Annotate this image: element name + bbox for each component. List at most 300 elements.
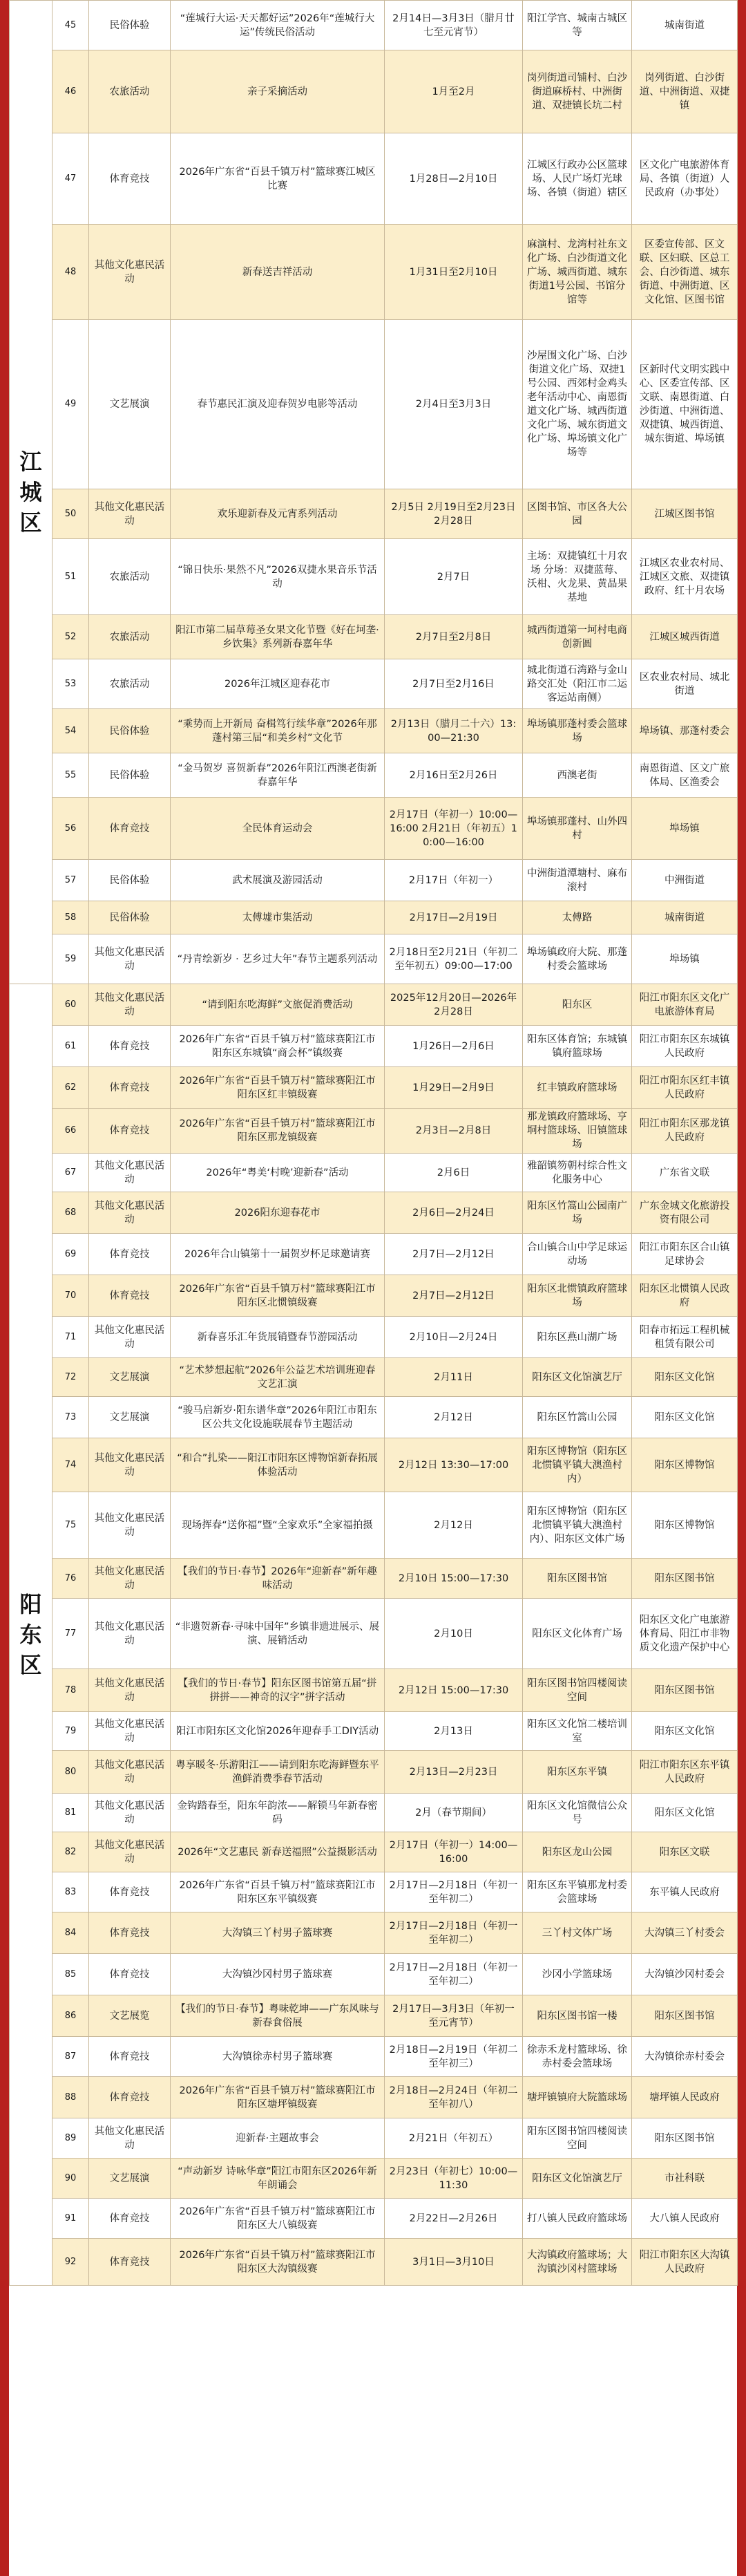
- table-row: [10, 225, 738, 320]
- row-venue: 主场：双捷镇红十月农场 分场：双捷蓝莓、沃柑、火龙果、黄晶果基地: [523, 539, 632, 615]
- row-number: 67: [52, 1154, 89, 1192]
- row-organizer: 区新时代文明实践中心、区委宣传部、区文联、南恩街道、白沙街道、中洲街道、双捷镇、城西街道、城东街道、埠场镇: [632, 320, 738, 489]
- row-venue: 阳东区: [523, 984, 632, 1026]
- table-row: [10, 1154, 738, 1192]
- row-activity-name: “锦日快乐·果然不凡”2026双捷水果音乐节活动: [171, 539, 385, 615]
- row-date: 1月31日至2月10日: [385, 225, 523, 320]
- row-number: 83: [52, 1872, 89, 1912]
- row-date: 2月11日: [385, 1358, 523, 1397]
- row-category: 体育竞技: [89, 2239, 171, 2286]
- row-category: 其他文化惠民活动: [89, 1559, 171, 1599]
- row-venue: 阳东区博物馆（阳东区北惯镇平镇大澳渔村内）: [523, 1438, 632, 1492]
- table-row: [10, 1712, 738, 1751]
- row-venue: 阳东区体育馆；东城镇镇府篮球场: [523, 1026, 632, 1067]
- row-activity-name: 2026年“文艺惠民 新春送福照”公益摄影活动: [171, 1832, 385, 1872]
- row-category: 其他文化惠民活动: [89, 225, 171, 320]
- row-venue: 阳东区东平镇那龙村委会篮球场: [523, 1872, 632, 1912]
- row-organizer: 大沟镇三丫村委会: [632, 1912, 738, 1954]
- row-date: 2月7日—2月12日: [385, 1275, 523, 1317]
- row-category: 农旅活动: [89, 659, 171, 709]
- row-date: 1月26日—2月6日: [385, 1026, 523, 1067]
- row-category: 其他文化惠民活动: [89, 489, 171, 539]
- row-category: 其他文化惠民活动: [89, 1192, 171, 1234]
- row-venue: 那龙镇政府篮球场、亨垌村篮球场、旧镇篮球场: [523, 1109, 632, 1154]
- row-date: 2025年12月20日—2026年2月28日: [385, 984, 523, 1026]
- row-venue: 阳东区北惯镇政府篮球场: [523, 1275, 632, 1317]
- row-number: 79: [52, 1712, 89, 1751]
- table-row: [10, 1872, 738, 1912]
- row-organizer: 阳江市阳东区大沟镇人民政府: [632, 2239, 738, 2286]
- row-category: 其他文化惠民活动: [89, 1317, 171, 1358]
- row-date: 1月至2月: [385, 50, 523, 133]
- row-number: 53: [52, 659, 89, 709]
- row-activity-name: 2026年广东省“百县千镇万村”篮球赛阳江市阳东区红丰镇级赛: [171, 1067, 385, 1109]
- row-organizer: 阳江市阳东区那龙镇人民政府: [632, 1109, 738, 1154]
- row-venue: 埠场镇政府大院、那蓬村委会篮球场: [523, 934, 632, 984]
- row-organizer: 阳东区文联: [632, 1832, 738, 1872]
- row-venue: 阳东区竹篙山公园: [523, 1397, 632, 1438]
- row-organizer: 阳江市阳东区红丰镇人民政府: [632, 1067, 738, 1109]
- row-activity-name: “丹青绘新岁 · 艺乡过大年”春节主题系列活动: [171, 934, 385, 984]
- row-category: 体育竞技: [89, 1912, 171, 1954]
- row-organizer: 广东省文联: [632, 1154, 738, 1192]
- row-number: 66: [52, 1109, 89, 1154]
- row-activity-name: “艺术梦想起航”2026年公益艺术培训班迎春文艺汇演: [171, 1358, 385, 1397]
- table-row: [10, 1317, 738, 1358]
- row-date: 2月18日—2月24日（年初二至年初八）: [385, 2077, 523, 2118]
- row-number: 57: [52, 860, 89, 901]
- row-number: 89: [52, 2118, 89, 2159]
- row-date: 2月14日—3月3日（腊月廿七至元宵节）: [385, 1, 523, 50]
- row-date: 2月4日至3月3日: [385, 320, 523, 489]
- row-organizer: 阳东区文化馆: [632, 1358, 738, 1397]
- row-venue: 合山镇合山中学足球运动场: [523, 1234, 632, 1275]
- row-date: 2月17日（年初一）10:00—16:00 2月21日（年初五）10:00—16:00: [385, 798, 523, 860]
- row-number: 74: [52, 1438, 89, 1492]
- row-organizer: 区文化广电旅游体育局、各镇（街道）人民政府（办事处）: [632, 133, 738, 225]
- row-venue: 阳东区图书馆四楼阅读空间: [523, 2118, 632, 2159]
- row-category: 体育竞技: [89, 1954, 171, 1995]
- row-venue: 城北街道石湾路与金山路交汇处（阳江市二运客运站南侧）: [523, 659, 632, 709]
- row-number: 49: [52, 320, 89, 489]
- row-activity-name: 2026年广东省“百县千镇万村”篮球赛江城区比赛: [171, 133, 385, 225]
- row-organizer: 阳东区博物馆: [632, 1492, 738, 1559]
- row-organizer: 阳东区图书馆: [632, 1559, 738, 1599]
- row-organizer: 阳江市阳东区东平镇人民政府: [632, 1751, 738, 1794]
- row-number: 72: [52, 1358, 89, 1397]
- row-venue: 埠场镇那蓬村委会篮球场: [523, 709, 632, 753]
- row-activity-name: “声动新岁 诗咏华章”阳江市阳东区2026年新年朗诵会: [171, 2159, 385, 2199]
- row-category: 其他文化惠民活动: [89, 984, 171, 1026]
- row-organizer: 城南街道: [632, 1, 738, 50]
- row-activity-name: 2026阳东迎春花市: [171, 1192, 385, 1234]
- row-number: 90: [52, 2159, 89, 2199]
- row-date: 2月22日—2月26日: [385, 2199, 523, 2239]
- row-organizer: 大八镇人民政府: [632, 2199, 738, 2239]
- row-category: 体育竞技: [89, 1109, 171, 1154]
- row-number: 59: [52, 934, 89, 984]
- table-row: [10, 1067, 738, 1109]
- row-venue: 阳东区竹篙山公园南广场: [523, 1192, 632, 1234]
- row-number: 62: [52, 1067, 89, 1109]
- row-organizer: 埠场镇: [632, 798, 738, 860]
- row-date: 2月13日（腊月二十六）13:00—21:30: [385, 709, 523, 753]
- row-venue: 埠场镇那蓬村、山外四村: [523, 798, 632, 860]
- row-venue: 中洲街道潭塘村、麻布滚村: [523, 860, 632, 901]
- row-category: 文艺展演: [89, 1397, 171, 1438]
- row-category: 其他文化惠民活动: [89, 1154, 171, 1192]
- row-activity-name: 2026年广东省“百县千镇万村”篮球赛阳江市阳东区北惯镇级赛: [171, 1275, 385, 1317]
- row-category: 文艺展演: [89, 320, 171, 489]
- row-activity-name: “骏马启新岁·阳东谱华章”2026年阳江市阳东区公共文化设施联展春节主题活动: [171, 1397, 385, 1438]
- row-venue: 阳东区龙山公园: [523, 1832, 632, 1872]
- table-row: [10, 753, 738, 798]
- row-category: 其他文化惠民活动: [89, 2118, 171, 2159]
- row-category: 体育竞技: [89, 1872, 171, 1912]
- row-number: 85: [52, 1954, 89, 1995]
- district-cell: [10, 1, 52, 984]
- row-date: 2月7日至2月8日: [385, 615, 523, 659]
- row-number: 54: [52, 709, 89, 753]
- row-venue: 区图书馆、市区各大公园: [523, 489, 632, 539]
- row-number: 71: [52, 1317, 89, 1358]
- row-organizer: 阳东区文化馆: [632, 1794, 738, 1832]
- row-venue: 阳东区图书馆一楼: [523, 1995, 632, 2037]
- activity-table: [9, 0, 738, 2286]
- district-name: 阳东区: [19, 1591, 42, 1678]
- row-activity-name: 2026年广东省“百县千镇万村”篮球赛阳江市阳东区东城镇“商会杯”镇级赛: [171, 1026, 385, 1067]
- table-row: [10, 1599, 738, 1669]
- row-number: 87: [52, 2037, 89, 2077]
- row-organizer: 阳江市阳东区合山镇足球协会: [632, 1234, 738, 1275]
- table-row: [10, 1954, 738, 1995]
- row-organizer: 阳东区图书馆: [632, 2118, 738, 2159]
- table-row: [10, 539, 738, 615]
- table-row: [10, 1794, 738, 1832]
- row-category: 体育竞技: [89, 1275, 171, 1317]
- table-row: [10, 2199, 738, 2239]
- row-category: 其他文化惠民活动: [89, 1492, 171, 1559]
- row-activity-name: 大沟镇沙冈村男子篮球赛: [171, 1954, 385, 1995]
- row-venue: 沙屋围文化广场、白沙街道文化广场、双捷1号公园、西郊村金鸡头老年活动中心、南恩街道文化广场、城西街道文化广场、城东街道文化广场、埠场镇文化广场等: [523, 320, 632, 489]
- row-organizer: 阳东区博物馆: [632, 1438, 738, 1492]
- row-number: 68: [52, 1192, 89, 1234]
- row-date: 2月23日（年初七）10:00—11:30: [385, 2159, 523, 2199]
- row-activity-name: 亲子采摘活动: [171, 50, 385, 133]
- row-category: 体育竞技: [89, 1067, 171, 1109]
- row-date: 2月13日: [385, 1712, 523, 1751]
- row-activity-name: 大沟镇三丫村男子篮球赛: [171, 1912, 385, 1954]
- row-activity-name: “请到阳东吃海鲜”文旅促消费活动: [171, 984, 385, 1026]
- row-activity-name: 2026年广东省“百县千镇万村”篮球赛阳江市阳东区东平镇级赛: [171, 1872, 385, 1912]
- row-activity-name: 现场挥春“送你福”暨“全家欢乐”全家福拍摄: [171, 1492, 385, 1559]
- row-number: 78: [52, 1669, 89, 1712]
- row-venue: 太傅路: [523, 901, 632, 934]
- table-row: [10, 1192, 738, 1234]
- row-number: 73: [52, 1397, 89, 1438]
- row-category: 农旅活动: [89, 539, 171, 615]
- row-venue: 阳东区文化体育广场: [523, 1599, 632, 1669]
- row-date: 2月6日: [385, 1154, 523, 1192]
- row-number: 80: [52, 1751, 89, 1794]
- row-number: 81: [52, 1794, 89, 1832]
- row-number: 88: [52, 2077, 89, 2118]
- row-number: 84: [52, 1912, 89, 1954]
- row-activity-name: 迎新春·主题故事会: [171, 2118, 385, 2159]
- row-activity-name: 2026年广东省“百县千镇万村”篮球赛阳江市阳东区大八镇级赛: [171, 2199, 385, 2239]
- row-category: 文艺展览: [89, 1995, 171, 2037]
- row-date: 2月7日至2月16日: [385, 659, 523, 709]
- row-venue: 阳江学宫、城南古城区等: [523, 1, 632, 50]
- table-row: [10, 2037, 738, 2077]
- row-category: 其他文化惠民活动: [89, 1832, 171, 1872]
- row-organizer: 江城区城西街道: [632, 615, 738, 659]
- table-row: [10, 2077, 738, 2118]
- row-organizer: 埠场镇、那蓬村委会: [632, 709, 738, 753]
- row-number: 47: [52, 133, 89, 225]
- row-date: 2月7日: [385, 539, 523, 615]
- row-activity-name: “和合”扎染——阳江市阳东区博物馆新春拓展体验活动: [171, 1438, 385, 1492]
- row-organizer: 岗列街道、白沙街道、中洲街道、双捷镇: [632, 50, 738, 133]
- table-row: [10, 489, 738, 539]
- row-category: 民俗体验: [89, 709, 171, 753]
- row-category: 体育竞技: [89, 2077, 171, 2118]
- row-activity-name: 2026年江城区迎春花市: [171, 659, 385, 709]
- row-activity-name: “非遗贺新春·寻味中国年”乡镇非遗进展示、展演、展销活动: [171, 1599, 385, 1669]
- table-row: [10, 1358, 738, 1397]
- row-organizer: 阳东区文化广电旅游体育局、阳江市非物质文化遗产保护中心: [632, 1599, 738, 1669]
- row-number: 58: [52, 901, 89, 934]
- table-row: [10, 1912, 738, 1954]
- row-date: 2月5日 2月19日至2月23日 2月28日: [385, 489, 523, 539]
- row-date: 1月28日—2月10日: [385, 133, 523, 225]
- row-organizer: 大沟镇沙冈村委会: [632, 1954, 738, 1995]
- table-row: [10, 133, 738, 225]
- row-date: 2月12日: [385, 1397, 523, 1438]
- row-number: 77: [52, 1599, 89, 1669]
- row-category: 其他文化惠民活动: [89, 1438, 171, 1492]
- row-date: 2月7日—2月12日: [385, 1234, 523, 1275]
- district-cell: [10, 984, 52, 2286]
- row-number: 91: [52, 2199, 89, 2239]
- row-venue: 阳东区博物馆（阳东区北惯镇平镇大澳渔村内）、阳东区文体广场: [523, 1492, 632, 1559]
- row-date: 2月13日—2月23日: [385, 1751, 523, 1794]
- row-activity-name: 【我们的节日·春节】2026年“迎新春”新年趣味活动: [171, 1559, 385, 1599]
- row-venue: 阳东区东平镇: [523, 1751, 632, 1794]
- row-organizer: 阳江市阳东区东城镇人民政府: [632, 1026, 738, 1067]
- table-row: [10, 1559, 738, 1599]
- row-activity-name: 春节惠民汇演及迎春贺岁电影等活动: [171, 320, 385, 489]
- table-row: [10, 50, 738, 133]
- district-name: 江城区: [19, 449, 42, 536]
- row-category: 体育竞技: [89, 1234, 171, 1275]
- row-organizer: 阳春市拓远工程机械租赁有限公司: [632, 1317, 738, 1358]
- table-row: [10, 709, 738, 753]
- row-venue: 三丫村文体广场: [523, 1912, 632, 1954]
- table-row: [10, 2239, 738, 2286]
- row-category: 农旅活动: [89, 615, 171, 659]
- row-activity-name: 全民体育运动会: [171, 798, 385, 860]
- row-category: 其他文化惠民活动: [89, 1669, 171, 1712]
- row-organizer: 城南街道: [632, 901, 738, 934]
- row-venue: 岗列街道司铺村、白沙街道麻桥村、中洲街道、双捷镇长坑二村: [523, 50, 632, 133]
- row-organizer: 阳江市阳东区文化广电旅游体育局: [632, 984, 738, 1026]
- row-date: 2月17日（年初一）14:00—16:00: [385, 1832, 523, 1872]
- row-date: 2月6日—2月24日: [385, 1192, 523, 1234]
- row-activity-name: 金钩踏春至，阳东年韵浓——解锁马年新春密码: [171, 1794, 385, 1832]
- row-number: 82: [52, 1832, 89, 1872]
- row-venue: 沙冈小学篮球场: [523, 1954, 632, 1995]
- row-number: 52: [52, 615, 89, 659]
- row-venue: 阳东区图书馆: [523, 1559, 632, 1599]
- row-date: 2月16日至2月26日: [385, 753, 523, 798]
- row-venue: 江城区行政办公区篮球场、人民广场灯光球场、各镇（街道）辖区: [523, 133, 632, 225]
- row-organizer: 东平镇人民政府: [632, 1872, 738, 1912]
- row-number: 86: [52, 1995, 89, 2037]
- row-number: 60: [52, 984, 89, 1026]
- table-row: [10, 901, 738, 934]
- row-category: 其他文化惠民活动: [89, 1794, 171, 1832]
- table-row: [10, 1397, 738, 1438]
- row-organizer: 阳东区文化馆: [632, 1712, 738, 1751]
- row-date: 2月17日—2月18日（年初一至年初二）: [385, 1954, 523, 1995]
- row-activity-name: 新春喜乐汇年货展销暨春节游园活动: [171, 1317, 385, 1358]
- table-row: [10, 1832, 738, 1872]
- row-category: 民俗体验: [89, 753, 171, 798]
- row-date: 2月21日（年初五）: [385, 2118, 523, 2159]
- row-organizer: 埠场镇: [632, 934, 738, 984]
- row-date: 2月18日—2月19日（年初二至年初三）: [385, 2037, 523, 2077]
- row-category: 其他文化惠民活动: [89, 1712, 171, 1751]
- row-activity-name: 2026年“粤美‘村晚’迎新春”活动: [171, 1154, 385, 1192]
- row-number: 75: [52, 1492, 89, 1559]
- row-number: 69: [52, 1234, 89, 1275]
- row-number: 56: [52, 798, 89, 860]
- row-venue: 城西街道第一坷村电商创新圆: [523, 615, 632, 659]
- table-row: [10, 1, 738, 50]
- row-number: 45: [52, 1, 89, 50]
- row-date: 2月10日: [385, 1599, 523, 1669]
- row-activity-name: 2026年广东省“百县千镇万村”篮球赛阳江市阳东区那龙镇级赛: [171, 1109, 385, 1154]
- row-number: 70: [52, 1275, 89, 1317]
- row-date: 2月17日—2月18日（年初一至年初二）: [385, 1872, 523, 1912]
- row-venue: 阳东区文化馆演艺厅: [523, 1358, 632, 1397]
- row-activity-name: 大沟镇徐赤村男子篮球赛: [171, 2037, 385, 2077]
- row-number: 76: [52, 1559, 89, 1599]
- row-activity-name: 2026年合山镇第十一届贺岁杯足球邀请赛: [171, 1234, 385, 1275]
- row-activity-name: 粤享暖冬·乐游阳江——请到阳东吃海鲜暨东平渔鲜消费季春节活动: [171, 1751, 385, 1794]
- row-category: 民俗体验: [89, 1, 171, 50]
- row-date: 2月（春节期间）: [385, 1794, 523, 1832]
- row-organizer: 南恩街道、区文广旅体局、区渔委会: [632, 753, 738, 798]
- row-activity-name: 欢乐迎新春及元宵系列活动: [171, 489, 385, 539]
- table-row: [10, 934, 738, 984]
- table-row: [10, 320, 738, 489]
- row-category: 体育竞技: [89, 2037, 171, 2077]
- row-activity-name: 太傅墟市集活动: [171, 901, 385, 934]
- row-venue: 阳东区燕山湖广场: [523, 1317, 632, 1358]
- row-venue: 阳东区文化馆微信公众号: [523, 1794, 632, 1832]
- row-number: 61: [52, 1026, 89, 1067]
- row-category: 民俗体验: [89, 901, 171, 934]
- table-row: [10, 2159, 738, 2199]
- row-venue: 徐赤禾龙村篮球场、徐赤村委会篮球场: [523, 2037, 632, 2077]
- row-venue: 大沟镇政府篮球场；大沟镇沙冈村篮球场: [523, 2239, 632, 2286]
- row-number: 55: [52, 753, 89, 798]
- row-category: 农旅活动: [89, 50, 171, 133]
- row-organizer: 阳东区图书馆: [632, 1995, 738, 2037]
- table-row: [10, 1234, 738, 1275]
- row-date: 2月12日: [385, 1492, 523, 1559]
- row-organizer: 区委宣传部、区文联、区妇联、区总工会、白沙街道、城东街道、中洲街道、区文化馆、区图书馆: [632, 225, 738, 320]
- row-category: 文艺展演: [89, 2159, 171, 2199]
- row-date: 2月17日—3月3日（年初一至元宵节）: [385, 1995, 523, 2037]
- row-organizer: 区农业农村局、城北街道: [632, 659, 738, 709]
- row-date: 2月3日—2月8日: [385, 1109, 523, 1154]
- row-organizer: 江城区农业农村局、江城区文旅、双捷镇政府、红十月农场: [632, 539, 738, 615]
- table-row: [10, 1438, 738, 1492]
- row-organizer: 阳东区图书馆: [632, 1669, 738, 1712]
- row-venue: 阳东区图书馆四楼阅读空间: [523, 1669, 632, 1712]
- row-category: 其他文化惠民活动: [89, 1599, 171, 1669]
- row-date: 2月17日（年初一）: [385, 860, 523, 901]
- row-category: 体育竞技: [89, 133, 171, 225]
- row-activity-name: 【我们的节日·春节】粤味乾坤——广东风味与新春食俗展: [171, 1995, 385, 2037]
- row-organizer: 大沟镇徐赤村委会: [632, 2037, 738, 2077]
- row-venue: 打八镇人民政府篮球场: [523, 2199, 632, 2239]
- row-venue: 塘坪镇镇府大院篮球场: [523, 2077, 632, 2118]
- row-category: 其他文化惠民活动: [89, 1751, 171, 1794]
- row-number: 46: [52, 50, 89, 133]
- row-activity-name: “金马贺岁 喜贺新春”2026年阳江西澳老街新春嘉年华: [171, 753, 385, 798]
- table-row: [10, 2118, 738, 2159]
- row-date: 3月1日—3月10日: [385, 2239, 523, 2286]
- row-venue: 红丰镇政府篮球场: [523, 1067, 632, 1109]
- row-venue: 阳东区文化馆二楼培训室: [523, 1712, 632, 1751]
- row-activity-name: 武术展演及游园活动: [171, 860, 385, 901]
- row-category: 文艺展演: [89, 1358, 171, 1397]
- row-date: 2月18日至2月21日（年初二至年初五）09:00—17:00: [385, 934, 523, 984]
- row-activity-name: “乘势而上开新局 奋楫笃行续华章”2026年那蓬村第三届“和美乡村”文化节: [171, 709, 385, 753]
- table-row: [10, 1109, 738, 1154]
- row-organizer: 阳东区北惯镇人民政府: [632, 1275, 738, 1317]
- row-date: 1月29日—2月9日: [385, 1067, 523, 1109]
- table-row: [10, 1995, 738, 2037]
- table-row: [10, 1751, 738, 1794]
- row-activity-name: “莲城行大运·天天都好运”2026年“莲城行大运”传统民俗活动: [171, 1, 385, 50]
- table-row: [10, 984, 738, 1026]
- row-date: 2月12日 15:00—17:30: [385, 1669, 523, 1712]
- row-organizer: 市社科联: [632, 2159, 738, 2199]
- row-activity-name: 阳江市阳东区文化馆2026年迎春手工DIY活动: [171, 1712, 385, 1751]
- table-row: [10, 860, 738, 901]
- table-row: [10, 615, 738, 659]
- table-row: [10, 1669, 738, 1712]
- row-date: 2月10日 15:00—17:30: [385, 1559, 523, 1599]
- row-organizer: 广东金城文化旅游投资有限公司: [632, 1192, 738, 1234]
- row-organizer: 中洲街道: [632, 860, 738, 901]
- table-row: [10, 798, 738, 860]
- row-venue: 雅韶镇笏朝村综合性文化服务中心: [523, 1154, 632, 1192]
- row-organizer: 塘坪镇人民政府: [632, 2077, 738, 2118]
- row-category: 体育竞技: [89, 1026, 171, 1067]
- row-activity-name: 新春送吉祥活动: [171, 225, 385, 320]
- row-activity-name: 2026年广东省“百县千镇万村”篮球赛阳江市阳东区大沟镇级赛: [171, 2239, 385, 2286]
- table-row: [10, 1492, 738, 1559]
- row-venue: 麻演村、龙湾村社东文化广场、白沙街道文化广场、城西街道、城东街道1号公园、书馆分馆等: [523, 225, 632, 320]
- row-activity-name: 阳江市第二届草莓圣女果文化节暨《好在坷垄·乡饮集》系列新春嘉年华: [171, 615, 385, 659]
- row-activity-name: 2026年广东省“百县千镇万村”篮球赛阳江市阳东区塘坪镇级赛: [171, 2077, 385, 2118]
